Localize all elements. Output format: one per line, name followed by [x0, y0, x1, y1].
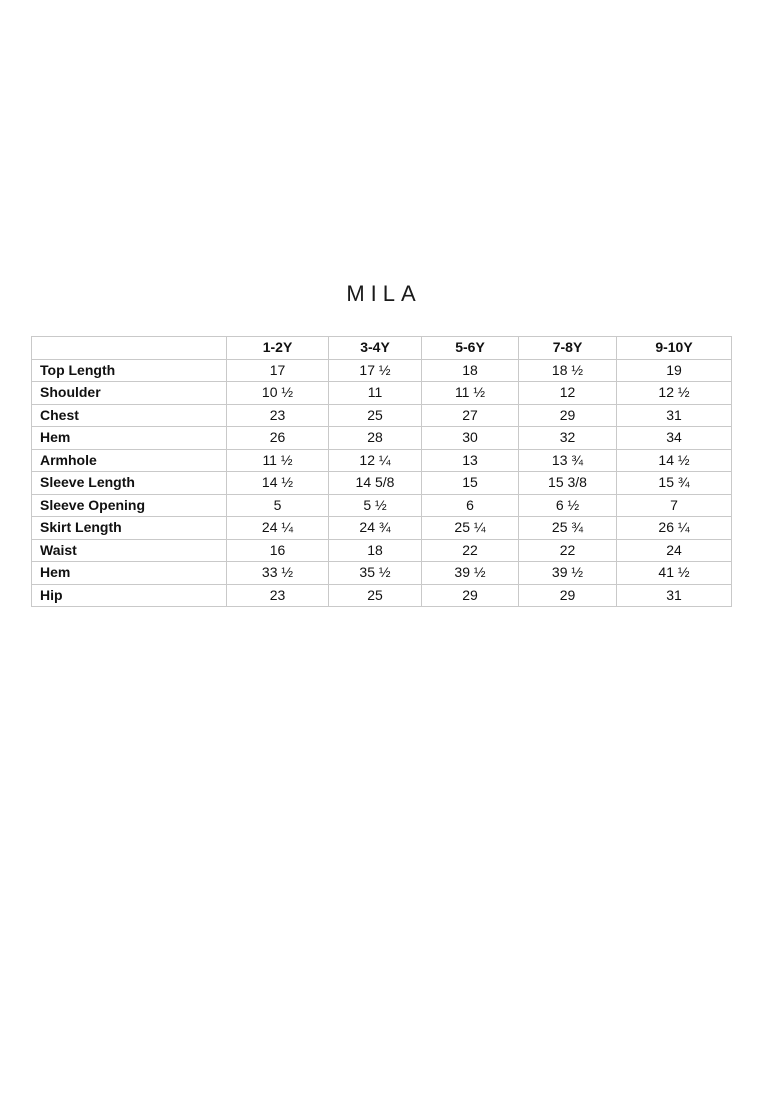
table-row: [32, 472, 732, 495]
table-cell: 11 ½: [227, 449, 329, 472]
row-label: Skirt Length: [32, 517, 227, 540]
table-cell: 22: [519, 539, 617, 562]
table-cell: 13 ¾: [519, 449, 617, 472]
chart-title: MILA: [346, 281, 422, 306]
table-row: [32, 584, 732, 607]
table-cell: 25: [329, 404, 422, 427]
table-cell: 11 ½: [422, 382, 519, 405]
column-header: 9-10Y: [617, 337, 732, 360]
table-cell: 22: [422, 539, 519, 562]
row-label: Sleeve Opening: [32, 494, 227, 517]
table-cell: 16: [227, 539, 329, 562]
table-row: [32, 517, 732, 540]
row-label: Waist: [32, 539, 227, 562]
column-header: 5-6Y: [422, 337, 519, 360]
table-cell: 10 ½: [227, 382, 329, 405]
table-row: [32, 427, 732, 450]
row-label: Armhole: [32, 449, 227, 472]
table-cell: 6 ½: [519, 494, 617, 517]
table-cell: 14 ½: [617, 449, 732, 472]
table-cell: 39 ½: [422, 562, 519, 585]
table-cell: 32: [519, 427, 617, 450]
table-cell: 14 ½: [227, 472, 329, 495]
table-cell: 15: [422, 472, 519, 495]
table-cell: 24: [617, 539, 732, 562]
table-cell: 25: [329, 584, 422, 607]
table-cell: 26: [227, 427, 329, 450]
table-row: [32, 539, 732, 562]
table-cell: 5 ½: [329, 494, 422, 517]
row-label: Top Length: [32, 359, 227, 382]
table-cell: 24 ¼: [227, 517, 329, 540]
table-cell: 25 ¾: [519, 517, 617, 540]
table-cell: 17 ½: [329, 359, 422, 382]
table-cell: 28: [329, 427, 422, 450]
table-cell: 12: [519, 382, 617, 405]
table-cell: 12 ½: [617, 382, 732, 405]
column-header: 1-2Y: [227, 337, 329, 360]
table-row: [32, 404, 732, 427]
row-label: Shoulder: [32, 382, 227, 405]
table-cell: 30: [422, 427, 519, 450]
table-cell: 26 ¼: [617, 517, 732, 540]
table-row: [32, 359, 732, 382]
column-header: 3-4Y: [329, 337, 422, 360]
table-cell: 41 ½: [617, 562, 732, 585]
table-cell: 19: [617, 359, 732, 382]
size-table: [31, 336, 732, 607]
table-cell: 33 ½: [227, 562, 329, 585]
table-cell: 18: [329, 539, 422, 562]
table-cell: 15 ¾: [617, 472, 732, 495]
table-cell: 29: [422, 584, 519, 607]
row-label: Hem: [32, 562, 227, 585]
table-cell: 11: [329, 382, 422, 405]
table-cell: 27: [422, 404, 519, 427]
table-cell: 35 ½: [329, 562, 422, 585]
table-cell: 31: [617, 404, 732, 427]
row-label: Hem: [32, 427, 227, 450]
table-cell: 31: [617, 584, 732, 607]
corner-cell: [32, 337, 227, 360]
table-cell: 24 ¾: [329, 517, 422, 540]
table-row: [32, 494, 732, 517]
table-cell: 39 ½: [519, 562, 617, 585]
table-cell: 17: [227, 359, 329, 382]
table-cell: 5: [227, 494, 329, 517]
table-cell: 14 5/8: [329, 472, 422, 495]
table-cell: 29: [519, 584, 617, 607]
table-cell: 13: [422, 449, 519, 472]
row-label: Chest: [32, 404, 227, 427]
table-cell: 23: [227, 404, 329, 427]
table-cell: 7: [617, 494, 732, 517]
row-label: Sleeve Length: [32, 472, 227, 495]
table-cell: 34: [617, 427, 732, 450]
table-cell: 15 3/8: [519, 472, 617, 495]
table-cell: 25 ¼: [422, 517, 519, 540]
table-row: [32, 449, 732, 472]
header-row: [32, 337, 732, 360]
table-cell: 6: [422, 494, 519, 517]
table-row: [32, 562, 732, 585]
table-cell: 23: [227, 584, 329, 607]
row-label: Hip: [32, 584, 227, 607]
table-cell: 18 ½: [519, 359, 617, 382]
table-row: [32, 382, 732, 405]
table-cell: 29: [519, 404, 617, 427]
table-cell: 12 ¼: [329, 449, 422, 472]
column-header: 7-8Y: [519, 337, 617, 360]
table-cell: 18: [422, 359, 519, 382]
